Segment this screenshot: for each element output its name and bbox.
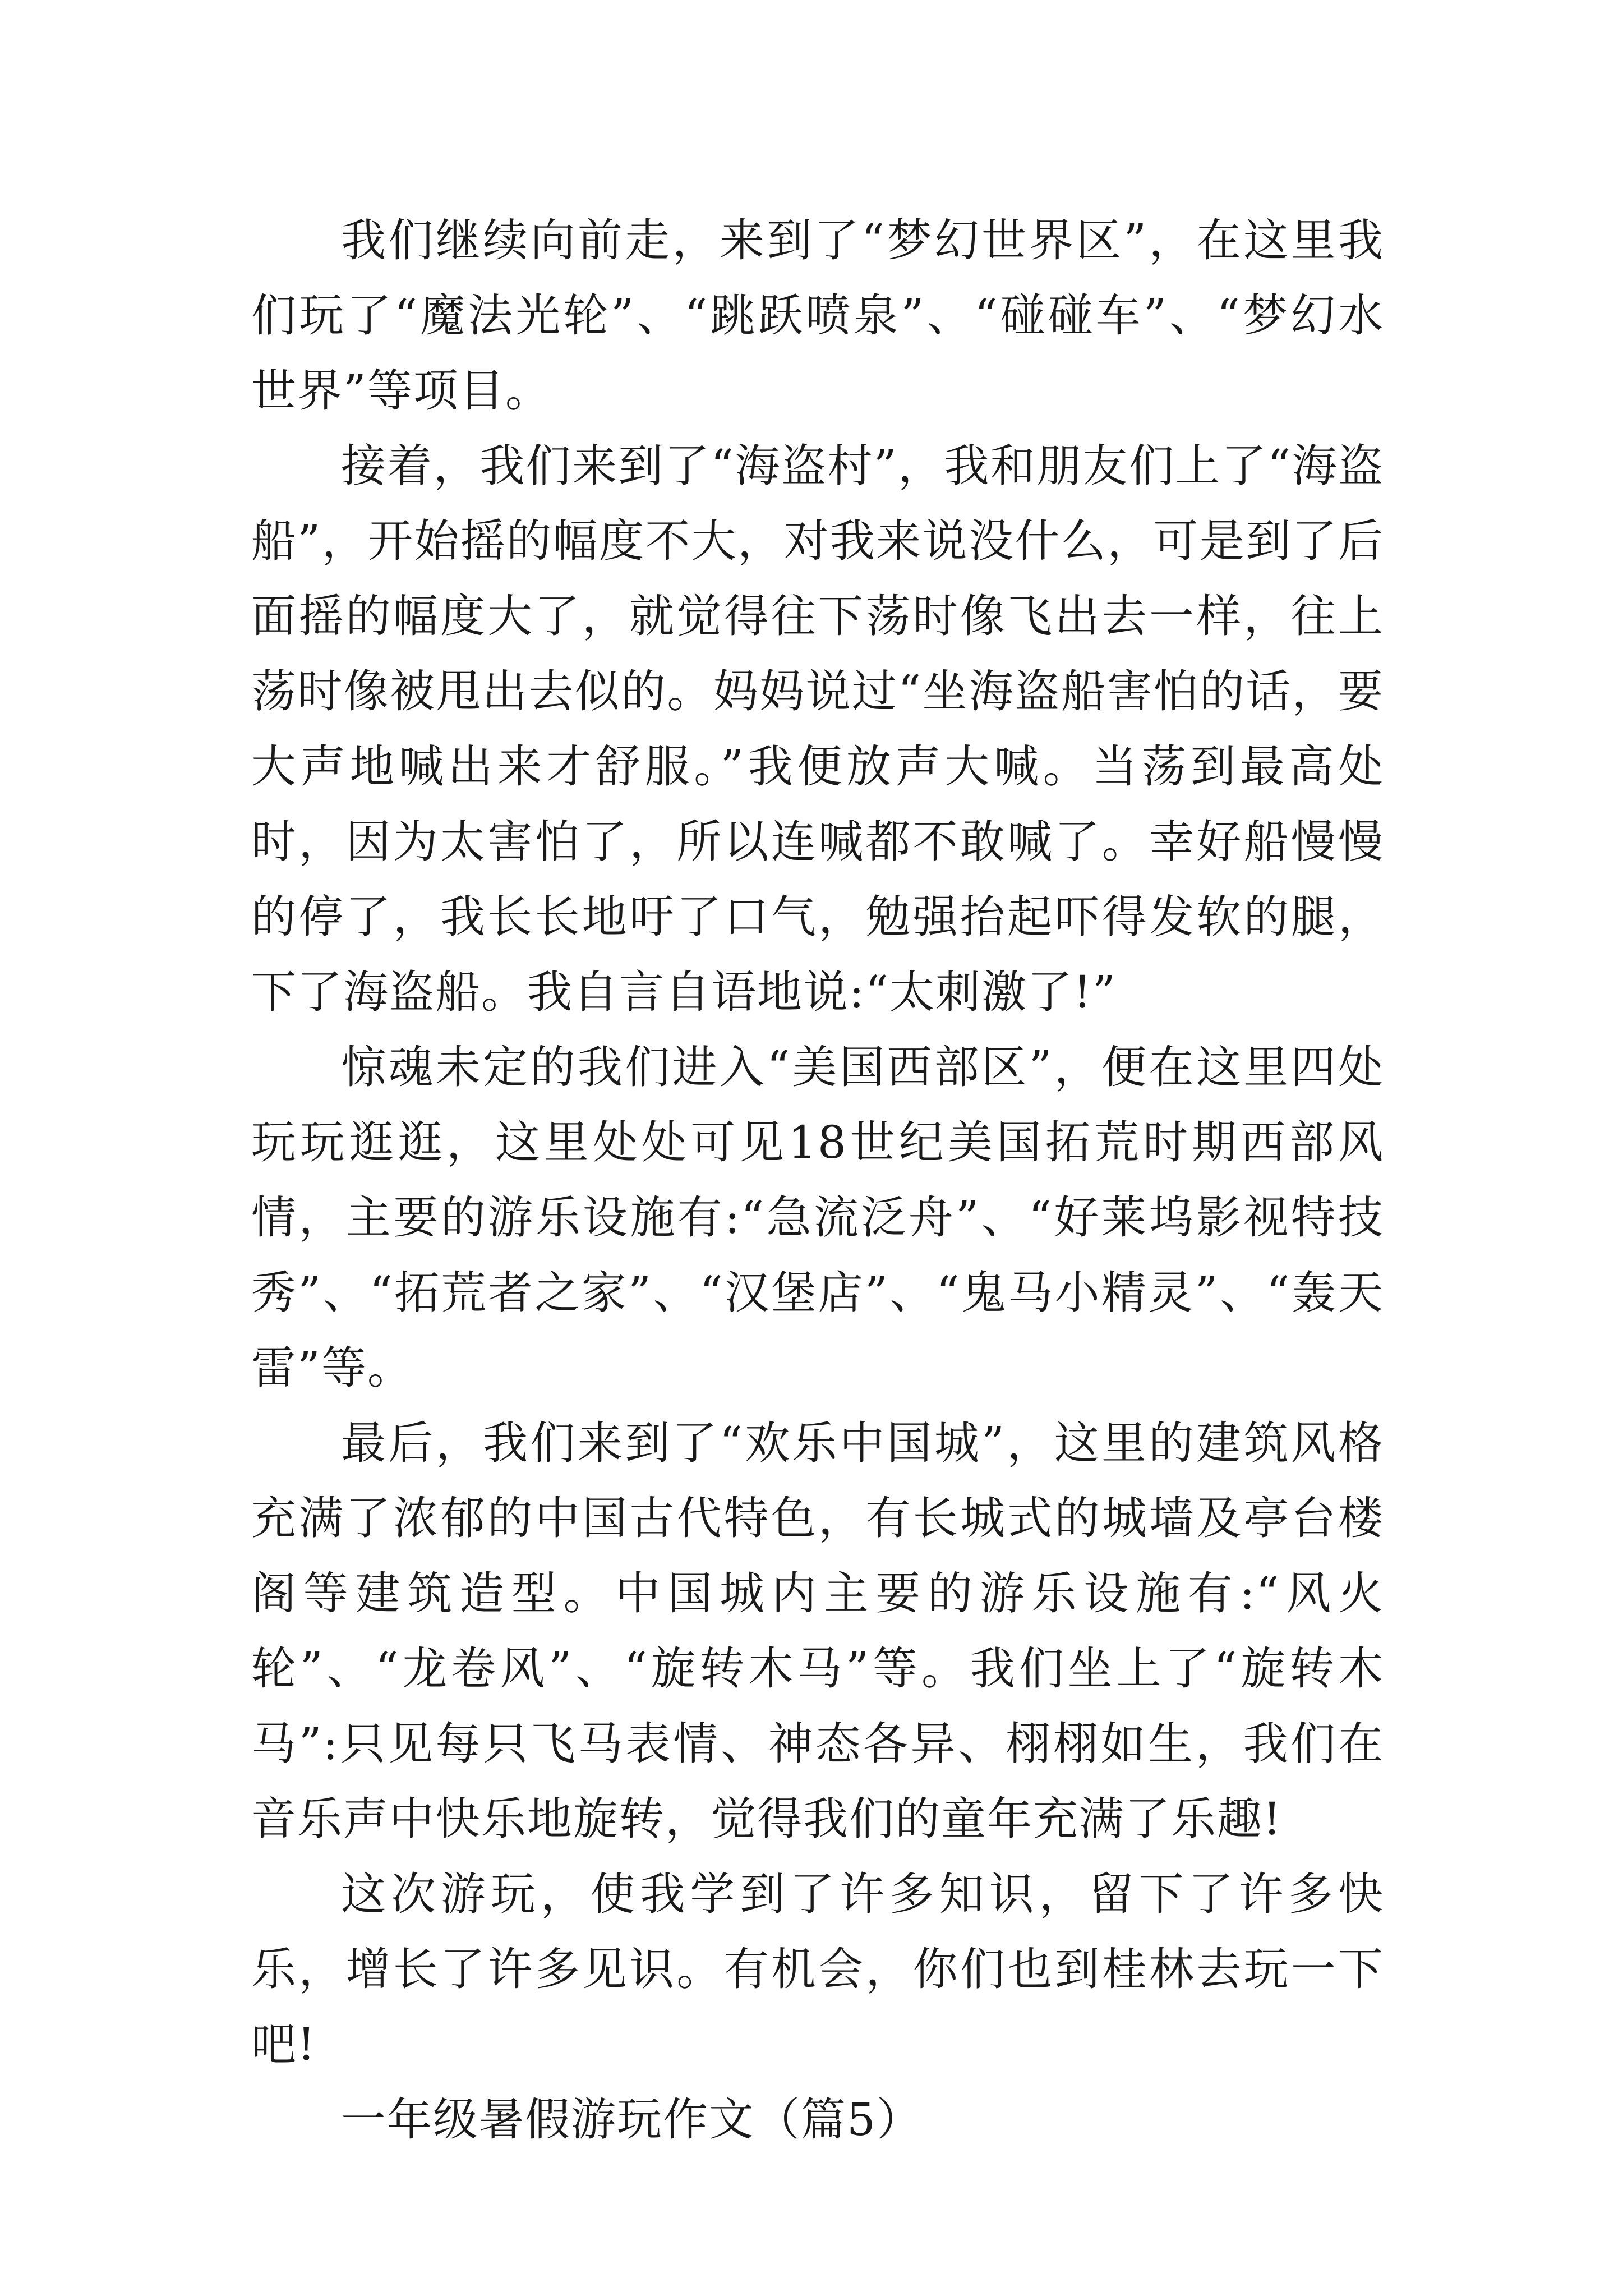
paragraph-dream-world: 我们继续向前走，来到了“梦幻世界区”，在这里我们玩了“魔法光轮”、“跳跃喷泉”、“碰碰车”、“梦幻水世界”等项目。	[251, 214, 1384, 417]
next-essay-heading: 一年级暑假游玩作文（篇5）	[341, 2093, 923, 2146]
essay-body	[251, 203, 1384, 2157]
paragraph-china-town: 最后，我们来到了“欢乐中国城”，这里的建筑风格充满了浓郁的中国古代特色，有长城式的城墙及亭台楼阁等建筑造型。中国城内主要的游乐设施有:“风火轮”、“龙卷风”、“旋转木马”等。我们坐上了“旋转木马”:只见每只飞马表情、神态各异、栩栩如生，我们在音乐声中快乐地旋转，觉得我们的童年充满了乐趣!	[251, 1417, 1384, 1845]
paragraph-pirate-ship: 接着，我们来到了“海盗村”，我和朋友们上了“海盗船”，开始摇的幅度不大，对我来说没什么，可是到了后面摇的幅度大了，就觉得往下荡时像飞出去一样，往上荡时像被甩出去似的。妈妈说过“坐海盗船害怕的话，要大声地喊出来才舒服。”我便放声大喊。当荡到最高处时，因为太害怕了，所以连喊都不敢喊了。幸好船慢慢的停了，我长长地吁了口气，勉强抬起吓得发软的腿，下了海盗船。我自言自语地说:“太刺激了!”	[251, 440, 1384, 1018]
paragraph-wild-west: 惊魂未定的我们进入“美国西部区”，便在这里四处玩玩逛逛，这里处处可见18世纪美国拓荒时期西部风情，主要的游乐设施有:“急流泛舟”、“好莱坞影视特技秀”、“拓荒者之家”、“汉堡店”、“鬼马小精灵”、“轰天雷”等。	[251, 1041, 1384, 1394]
paragraph-conclusion: 这次游玩，使我学到了许多知识，留下了许多快乐，增长了许多见识。有机会，你们也到桂林去玩一下吧!	[251, 1868, 1384, 2070]
